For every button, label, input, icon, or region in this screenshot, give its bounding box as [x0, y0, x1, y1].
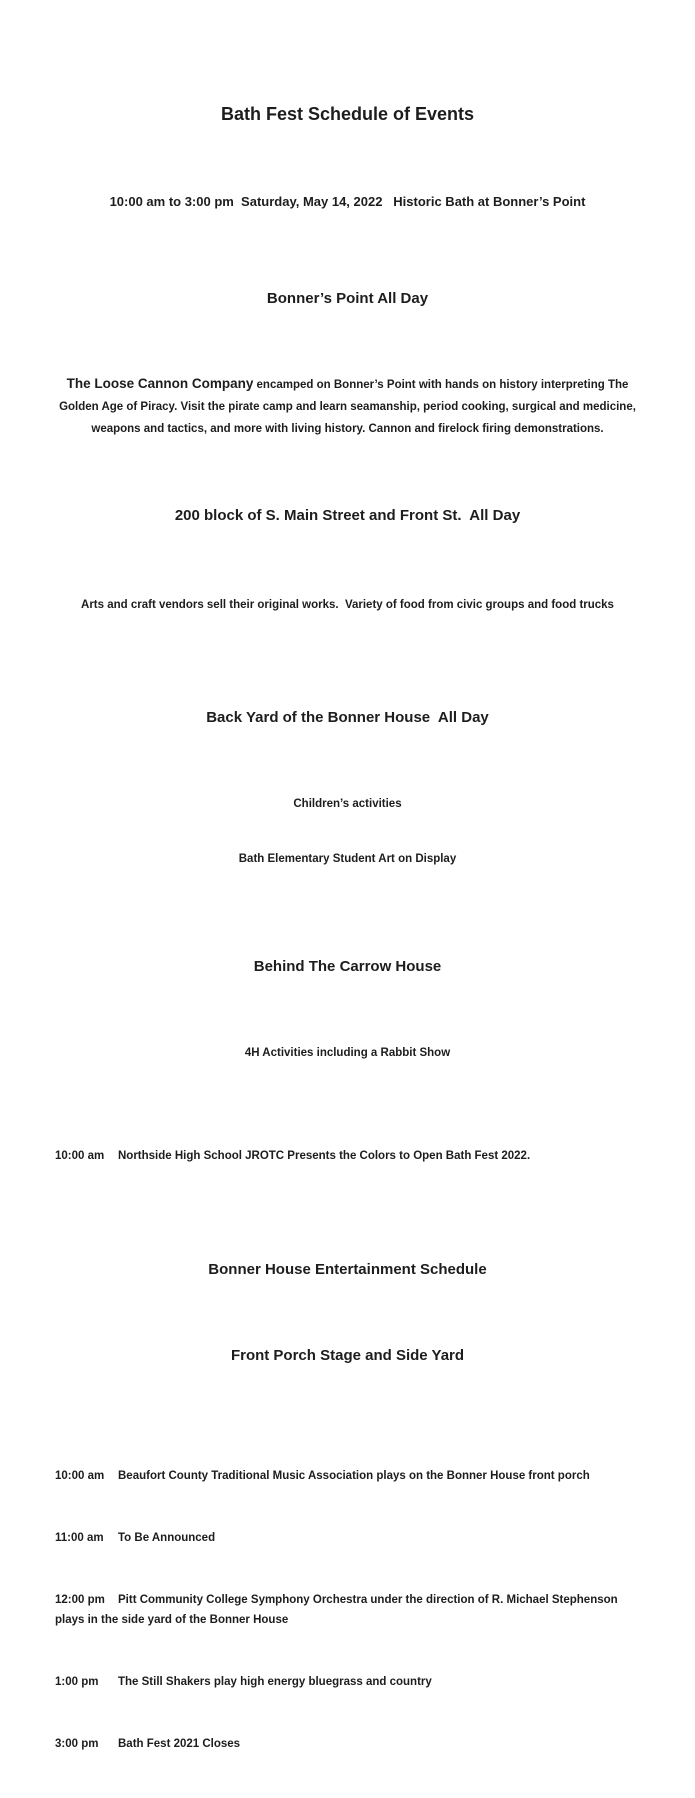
opening-ceremony-description: Northside High School JROTC Presents the Colors to Open Bath Fest 2022.: [118, 1150, 531, 1162]
event-date-line: 10:00 am to 3:00 pm Saturday, May 14, 2022 Historic Bath at Bonner’s Point: [109, 194, 586, 209]
event-time: 1:00 pm: [55, 1676, 99, 1688]
opening-ceremony-time: 10:00 am: [55, 1150, 105, 1162]
entertainment-schedule-list: [55, 1430, 640, 1796]
carrow-house-description: 4H Activities including a Rabbit Show: [244, 1047, 451, 1059]
back-yard-line-student-art: Bath Elementary Student Art on Display: [238, 853, 457, 865]
loose-cannon-lead-in: The Loose Cannon Company: [66, 376, 254, 391]
event-description: To Be Announced: [118, 1532, 216, 1544]
section-heading-entertainment: Bonner House Entertainment Schedule: [208, 1261, 487, 1278]
bonners-point-line2: Golden Age of Piracy. Visit the pirate camp and learn seamanship, period cooking, surgical and medicine,: [59, 401, 636, 413]
bonners-point-description: [55, 373, 640, 440]
bonners-point-line1: encamped on Bonner’s Point with hands on history interpreting The: [253, 379, 629, 391]
schedule-row: [55, 1528, 640, 1548]
schedule-row: [55, 1466, 640, 1486]
event-time: 10:00 am: [55, 1470, 105, 1482]
schedule-row: [55, 1672, 640, 1692]
event-description: Bath Fest 2021 Closes: [118, 1738, 241, 1750]
event-description: Pitt Community College Symphony Orchestra under the direction of R. Michael Stephenson: [118, 1594, 618, 1606]
event-time: 11:00 am: [55, 1532, 104, 1544]
event-time: 3:00 pm: [55, 1738, 99, 1750]
opening-ceremony-row: [55, 1147, 640, 1166]
section-heading-front-porch: Front Porch Stage and Side Yard: [230, 1347, 465, 1364]
section-heading-bonners-point: Bonner’s Point All Day: [266, 290, 429, 307]
bonners-point-line3: weapons and tactics, and more with living history. Cannon and firelock firing demonstrations.: [91, 423, 604, 435]
schedule-row: [55, 1590, 640, 1630]
document-page: [55, 0, 640, 1798]
section-heading-carrow-house: Behind The Carrow House: [253, 958, 442, 975]
event-time: 12:00 pm: [55, 1594, 105, 1606]
event-description: The Still Shakers play high energy bluegrass and country: [118, 1676, 432, 1688]
main-street-description: Arts and craft vendors sell their original works. Variety of food from civic groups and food trucks: [81, 599, 614, 611]
event-description: Beaufort County Traditional Music Association plays on the Bonner House front porch: [118, 1470, 590, 1482]
page-title: Bath Fest Schedule of Events: [220, 104, 475, 124]
schedule-row: [55, 1734, 640, 1754]
event-description-line2: plays in the side yard of the Bonner House: [55, 1614, 289, 1626]
section-heading-back-yard: Back Yard of the Bonner House All Day: [206, 709, 489, 726]
back-yard-line-children: Children’s activities: [293, 798, 402, 810]
section-heading-main-street: 200 block of S. Main Street and Front St. All Day: [174, 507, 521, 524]
